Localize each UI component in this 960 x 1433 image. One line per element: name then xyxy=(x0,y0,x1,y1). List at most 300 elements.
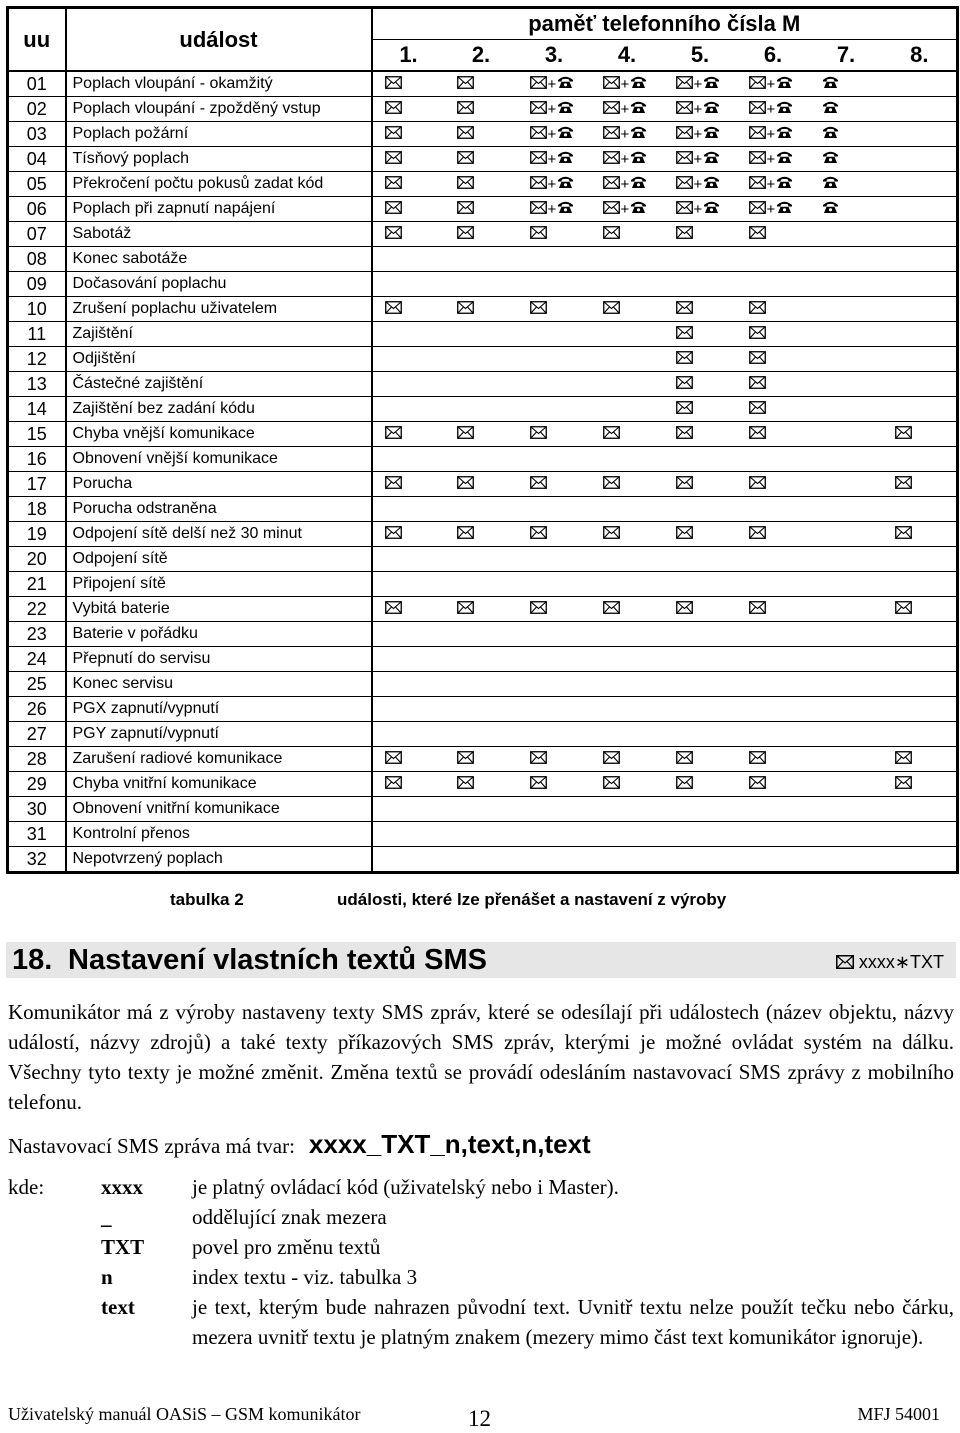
plus-sign: + xyxy=(693,150,703,168)
envelope-icon xyxy=(676,476,693,493)
memory-cell-2 xyxy=(445,197,518,222)
memory-cell-7 xyxy=(810,322,883,347)
table-row xyxy=(8,847,958,873)
memory-cell-7 xyxy=(810,522,883,547)
table-row xyxy=(8,747,958,772)
def-code: je platný ovládací kód (uživatelský nebo i Master). xyxy=(192,1175,619,1199)
memory-cell-1 xyxy=(372,747,445,772)
envelope-icon xyxy=(603,751,620,768)
plus-sign: + xyxy=(693,175,703,193)
memory-cell-2 xyxy=(445,697,518,722)
event-name: Zarušení radiové komunikace xyxy=(66,747,372,772)
envelope-icon xyxy=(603,426,620,443)
envelope-icon xyxy=(457,151,474,168)
table-row xyxy=(8,572,958,597)
memory-cell-7 xyxy=(810,747,883,772)
envelope-icon xyxy=(749,201,766,218)
envelope-icon xyxy=(749,226,766,243)
event-name: Částečné zajištění xyxy=(66,372,372,397)
memory-cell-5 xyxy=(664,697,737,722)
memory-cell-7 xyxy=(810,797,883,822)
memory-cell-8 xyxy=(883,472,958,497)
table-row xyxy=(8,622,958,647)
phone-icon xyxy=(557,100,574,118)
def-text: je text, kterým bude nahrazen původní text. Uvnitř textu nelze použít tečku nebo čárku, mezera uvnitř textu je platným znakem (mezery mimo část text komunikátor ignoruje). xyxy=(192,1295,954,1349)
memory-cell-2 xyxy=(445,71,518,97)
table-row xyxy=(8,522,958,547)
phone-icon xyxy=(776,150,793,168)
memory-cell-8 xyxy=(883,722,958,747)
memory-cell-7 xyxy=(810,847,883,873)
memory-cell-6 xyxy=(737,197,810,222)
memory-cell-7 xyxy=(810,247,883,272)
memory-cell-8 xyxy=(883,222,958,247)
memory-cell-2 xyxy=(445,322,518,347)
memory-cell-3 xyxy=(518,747,591,772)
memory-cell-4 xyxy=(591,422,664,447)
envelope-icon xyxy=(603,176,620,193)
event-code: 23 xyxy=(8,622,66,647)
envelope-icon xyxy=(749,326,766,343)
table-caption-label: tabulka 2 xyxy=(170,890,244,909)
memory-cell-3 xyxy=(518,222,591,247)
memory-cell-3 xyxy=(518,722,591,747)
event-code: 21 xyxy=(8,572,66,597)
memory-cell-6 xyxy=(737,672,810,697)
memory-cell-5 xyxy=(664,447,737,472)
section-command xyxy=(836,942,944,983)
memory-cell-6 xyxy=(737,147,810,172)
memory-cell-1 xyxy=(372,347,445,372)
phone-icon xyxy=(630,75,647,93)
envelope-icon xyxy=(385,751,402,768)
plus-sign: + xyxy=(693,125,703,143)
event-code: 17 xyxy=(8,472,66,497)
memory-cell-8 xyxy=(883,71,958,97)
memory-cell-8 xyxy=(883,547,958,572)
memory-cell-1 xyxy=(372,222,445,247)
envelope-icon xyxy=(749,776,766,793)
memory-cell-8 xyxy=(883,97,958,122)
memory-cell-7 xyxy=(810,122,883,147)
memory-cell-3 xyxy=(518,71,591,97)
envelope-icon xyxy=(530,526,547,543)
plus-sign: + xyxy=(620,75,630,93)
memory-cell-1 xyxy=(372,672,445,697)
memory-cell-2 xyxy=(445,297,518,322)
memory-cell-5 xyxy=(664,772,737,797)
memory-cell-1 xyxy=(372,772,445,797)
event-code: 06 xyxy=(8,197,66,222)
memory-cell-2 xyxy=(445,847,518,873)
memory-cell-8 xyxy=(883,747,958,772)
table-row xyxy=(8,397,958,422)
event-name: Kontrolní přenos xyxy=(66,822,372,847)
memory-cell-5 xyxy=(664,197,737,222)
memory-cell-5 xyxy=(664,547,737,572)
memory-cell-2 xyxy=(445,772,518,797)
memory-cell-7 xyxy=(810,97,883,122)
memory-cell-4 xyxy=(591,297,664,322)
envelope-icon xyxy=(457,76,474,93)
memory-cell-5 xyxy=(664,71,737,97)
memory-cell-1 xyxy=(372,397,445,422)
memory-cell-4 xyxy=(591,397,664,422)
memory-cell-1 xyxy=(372,372,445,397)
plus-sign: + xyxy=(693,100,703,118)
phone-icon xyxy=(557,150,574,168)
envelope-icon xyxy=(749,526,766,543)
memory-cell-3 xyxy=(518,822,591,847)
envelope-icon xyxy=(676,376,693,393)
memory-cell-6 xyxy=(737,797,810,822)
phone-icon xyxy=(822,75,839,93)
memory-cell-7 xyxy=(810,772,883,797)
memory-cell-1 xyxy=(372,847,445,873)
memory-cell-5 xyxy=(664,722,737,747)
memory-cell-6 xyxy=(737,222,810,247)
memory-cell-2 xyxy=(445,272,518,297)
table-row xyxy=(8,97,958,122)
memory-cell-3 xyxy=(518,647,591,672)
envelope-icon xyxy=(676,351,693,368)
term-txt: TXT xyxy=(101,1235,145,1259)
phone-icon xyxy=(630,150,647,168)
memory-cell-6 xyxy=(737,397,810,422)
memory-cell-4 xyxy=(591,122,664,147)
memory-cell-2 xyxy=(445,222,518,247)
envelope-icon xyxy=(749,426,766,443)
event-name: Poplach při zapnutí napájení xyxy=(66,197,372,222)
memory-cell-2 xyxy=(445,747,518,772)
event-code: 02 xyxy=(8,97,66,122)
memory-cell-6 xyxy=(737,297,810,322)
envelope-icon xyxy=(749,76,766,93)
events-table xyxy=(6,6,959,874)
memory-cell-7 xyxy=(810,197,883,222)
envelope-icon xyxy=(530,76,547,93)
memory-cell-4 xyxy=(591,597,664,622)
memory-cell-7 xyxy=(810,497,883,522)
plus-sign: + xyxy=(547,175,557,193)
memory-cell-1 xyxy=(372,322,445,347)
memory-cell-8 xyxy=(883,172,958,197)
memory-cell-2 xyxy=(445,147,518,172)
memory-cell-6 xyxy=(737,97,810,122)
memory-cell-8 xyxy=(883,822,958,847)
memory-cell-7 xyxy=(810,622,883,647)
memory-cell-7 xyxy=(810,447,883,472)
plus-sign: + xyxy=(766,75,776,93)
envelope-icon xyxy=(895,476,912,493)
envelope-icon xyxy=(530,226,547,243)
memory-cell-6 xyxy=(737,71,810,97)
memory-cell-4 xyxy=(591,797,664,822)
memory-cell-4 xyxy=(591,322,664,347)
phone-icon xyxy=(557,200,574,218)
envelope-icon xyxy=(530,301,547,318)
envelope-icon xyxy=(603,151,620,168)
memory-cell-5 xyxy=(664,347,737,372)
memory-cell-8 xyxy=(883,672,958,697)
envelope-icon xyxy=(836,943,854,983)
memory-cell-6 xyxy=(737,572,810,597)
memory-cell-3 xyxy=(518,572,591,597)
phone-icon xyxy=(703,75,720,93)
memory-cell-8 xyxy=(883,247,958,272)
header-number-1: 1. xyxy=(372,40,445,72)
memory-cell-5 xyxy=(664,272,737,297)
memory-cell-1 xyxy=(372,497,445,522)
envelope-icon xyxy=(676,226,693,243)
footer-manual-title: Uživatelský manuál OASiS – GSM komunikátor xyxy=(8,1404,361,1424)
memory-cell-3 xyxy=(518,197,591,222)
memory-cell-6 xyxy=(737,247,810,272)
memory-cell-5 xyxy=(664,497,737,522)
envelope-icon xyxy=(385,526,402,543)
envelope-icon xyxy=(457,751,474,768)
event-name: Přepnutí do servisu xyxy=(66,647,372,672)
envelope-icon xyxy=(749,351,766,368)
memory-cell-5 xyxy=(664,247,737,272)
memory-cell-8 xyxy=(883,647,958,672)
event-code: 09 xyxy=(8,272,66,297)
memory-cell-4 xyxy=(591,772,664,797)
memory-cell-1 xyxy=(372,247,445,272)
event-name: Překročení počtu pokusů zadat kód xyxy=(66,172,372,197)
envelope-icon xyxy=(749,176,766,193)
memory-cell-5 xyxy=(664,522,737,547)
table-row xyxy=(8,772,958,797)
event-name: PGX zapnutí/vypnutí xyxy=(66,697,372,722)
memory-cell-7 xyxy=(810,597,883,622)
event-name: Porucha xyxy=(66,472,372,497)
memory-cell-4 xyxy=(591,747,664,772)
table-caption-text: události, které lze přenášet a nastavení z výroby xyxy=(337,890,727,909)
event-code: 10 xyxy=(8,297,66,322)
header-memory: paměť telefonního čísla M xyxy=(372,8,958,40)
memory-cell-2 xyxy=(445,97,518,122)
memory-cell-4 xyxy=(591,172,664,197)
memory-cell-4 xyxy=(591,147,664,172)
event-name: Zajištění bez zadání kódu xyxy=(66,397,372,422)
memory-cell-6 xyxy=(737,372,810,397)
envelope-icon xyxy=(385,176,402,193)
memory-cell-8 xyxy=(883,297,958,322)
memory-cell-3 xyxy=(518,372,591,397)
memory-cell-4 xyxy=(591,547,664,572)
envelope-icon xyxy=(676,76,693,93)
term-text: text xyxy=(101,1295,135,1319)
plus-sign: + xyxy=(693,200,703,218)
envelope-icon xyxy=(530,101,547,118)
memory-cell-1 xyxy=(372,197,445,222)
envelope-icon xyxy=(749,751,766,768)
event-code: 08 xyxy=(8,247,66,272)
envelope-icon xyxy=(457,426,474,443)
table-row xyxy=(8,272,958,297)
memory-cell-4 xyxy=(591,847,664,873)
envelope-icon xyxy=(457,526,474,543)
section-heading xyxy=(6,942,956,978)
envelope-icon xyxy=(676,401,693,418)
memory-cell-2 xyxy=(445,797,518,822)
table-row xyxy=(8,672,958,697)
memory-cell-1 xyxy=(372,822,445,847)
memory-cell-3 xyxy=(518,247,591,272)
envelope-icon xyxy=(895,426,912,443)
memory-cell-5 xyxy=(664,372,737,397)
memory-cell-7 xyxy=(810,722,883,747)
memory-cell-6 xyxy=(737,347,810,372)
header-number-8: 8. xyxy=(883,40,958,72)
section-title: Nastavení vlastních textů SMS xyxy=(68,944,488,976)
memory-cell-3 xyxy=(518,322,591,347)
table-row xyxy=(8,822,958,847)
envelope-icon xyxy=(457,776,474,793)
phone-icon xyxy=(630,175,647,193)
memory-cell-7 xyxy=(810,572,883,597)
table-row xyxy=(8,797,958,822)
envelope-icon xyxy=(530,476,547,493)
memory-cell-3 xyxy=(518,347,591,372)
event-code: 01 xyxy=(8,71,66,97)
header-uu: uu xyxy=(8,8,66,72)
memory-cell-4 xyxy=(591,572,664,597)
phone-icon xyxy=(703,175,720,193)
envelope-icon xyxy=(676,126,693,143)
memory-cell-1 xyxy=(372,71,445,97)
plus-sign: + xyxy=(620,175,630,193)
envelope-icon xyxy=(385,201,402,218)
memory-cell-1 xyxy=(372,172,445,197)
plus-sign: + xyxy=(547,75,557,93)
memory-cell-2 xyxy=(445,347,518,372)
memory-cell-5 xyxy=(664,647,737,672)
event-code: 26 xyxy=(8,697,66,722)
envelope-icon xyxy=(676,151,693,168)
memory-cell-6 xyxy=(737,497,810,522)
table-row xyxy=(8,247,958,272)
memory-cell-1 xyxy=(372,422,445,447)
envelope-icon xyxy=(530,751,547,768)
envelope-icon xyxy=(385,476,402,493)
memory-cell-8 xyxy=(883,197,958,222)
memory-cell-3 xyxy=(518,147,591,172)
header-number-2: 2. xyxy=(445,40,518,72)
table-row xyxy=(8,197,958,222)
memory-cell-4 xyxy=(591,497,664,522)
memory-cell-7 xyxy=(810,372,883,397)
memory-cell-6 xyxy=(737,322,810,347)
envelope-icon xyxy=(749,301,766,318)
memory-cell-4 xyxy=(591,647,664,672)
format-value: xxxx_TXT_n,text,n,text xyxy=(308,1129,591,1159)
memory-cell-1 xyxy=(372,597,445,622)
envelope-icon xyxy=(385,76,402,93)
envelope-icon xyxy=(385,151,402,168)
memory-cell-2 xyxy=(445,597,518,622)
memory-cell-8 xyxy=(883,372,958,397)
header-number-5: 5. xyxy=(664,40,737,72)
memory-cell-7 xyxy=(810,71,883,97)
envelope-icon xyxy=(603,126,620,143)
header-number-3: 3. xyxy=(518,40,591,72)
memory-cell-3 xyxy=(518,272,591,297)
table-row xyxy=(8,472,958,497)
memory-cell-4 xyxy=(591,272,664,297)
envelope-icon xyxy=(895,526,912,543)
memory-cell-1 xyxy=(372,797,445,822)
envelope-icon xyxy=(749,601,766,618)
memory-cell-5 xyxy=(664,597,737,622)
phone-icon xyxy=(630,100,647,118)
memory-cell-6 xyxy=(737,747,810,772)
phone-icon xyxy=(822,100,839,118)
memory-cell-4 xyxy=(591,822,664,847)
phone-icon xyxy=(630,125,647,143)
event-name: Konec servisu xyxy=(66,672,372,697)
memory-cell-8 xyxy=(883,147,958,172)
event-code: 31 xyxy=(8,822,66,847)
term-code: xxxx xyxy=(101,1175,143,1199)
memory-cell-5 xyxy=(664,172,737,197)
envelope-icon xyxy=(749,101,766,118)
event-name: Zrušení poplachu uživatelem xyxy=(66,297,372,322)
memory-cell-3 xyxy=(518,122,591,147)
memory-cell-6 xyxy=(737,647,810,672)
plus-sign: + xyxy=(620,125,630,143)
plus-sign: + xyxy=(547,125,557,143)
envelope-icon xyxy=(676,526,693,543)
event-code: 11 xyxy=(8,322,66,347)
memory-cell-5 xyxy=(664,672,737,697)
table-row xyxy=(8,322,958,347)
memory-cell-4 xyxy=(591,622,664,647)
memory-cell-4 xyxy=(591,97,664,122)
memory-cell-3 xyxy=(518,797,591,822)
memory-cell-8 xyxy=(883,397,958,422)
memory-cell-7 xyxy=(810,672,883,697)
memory-cell-4 xyxy=(591,247,664,272)
memory-cell-6 xyxy=(737,522,810,547)
envelope-icon xyxy=(530,176,547,193)
table-row xyxy=(8,222,958,247)
event-code: 19 xyxy=(8,522,66,547)
envelope-icon xyxy=(895,601,912,618)
memory-cell-6 xyxy=(737,822,810,847)
memory-cell-6 xyxy=(737,722,810,747)
memory-cell-1 xyxy=(372,472,445,497)
phone-icon xyxy=(630,200,647,218)
event-name: Poplach požární xyxy=(66,122,372,147)
memory-cell-5 xyxy=(664,322,737,347)
header-number-7: 7. xyxy=(810,40,883,72)
memory-cell-2 xyxy=(445,397,518,422)
envelope-icon xyxy=(603,76,620,93)
memory-cell-8 xyxy=(883,622,958,647)
phone-icon xyxy=(557,75,574,93)
memory-cell-2 xyxy=(445,522,518,547)
memory-cell-6 xyxy=(737,447,810,472)
envelope-icon xyxy=(603,776,620,793)
memory-cell-6 xyxy=(737,472,810,497)
plus-sign: + xyxy=(766,200,776,218)
event-code: 32 xyxy=(8,847,66,873)
memory-cell-3 xyxy=(518,672,591,697)
event-code: 29 xyxy=(8,772,66,797)
memory-cell-8 xyxy=(883,797,958,822)
